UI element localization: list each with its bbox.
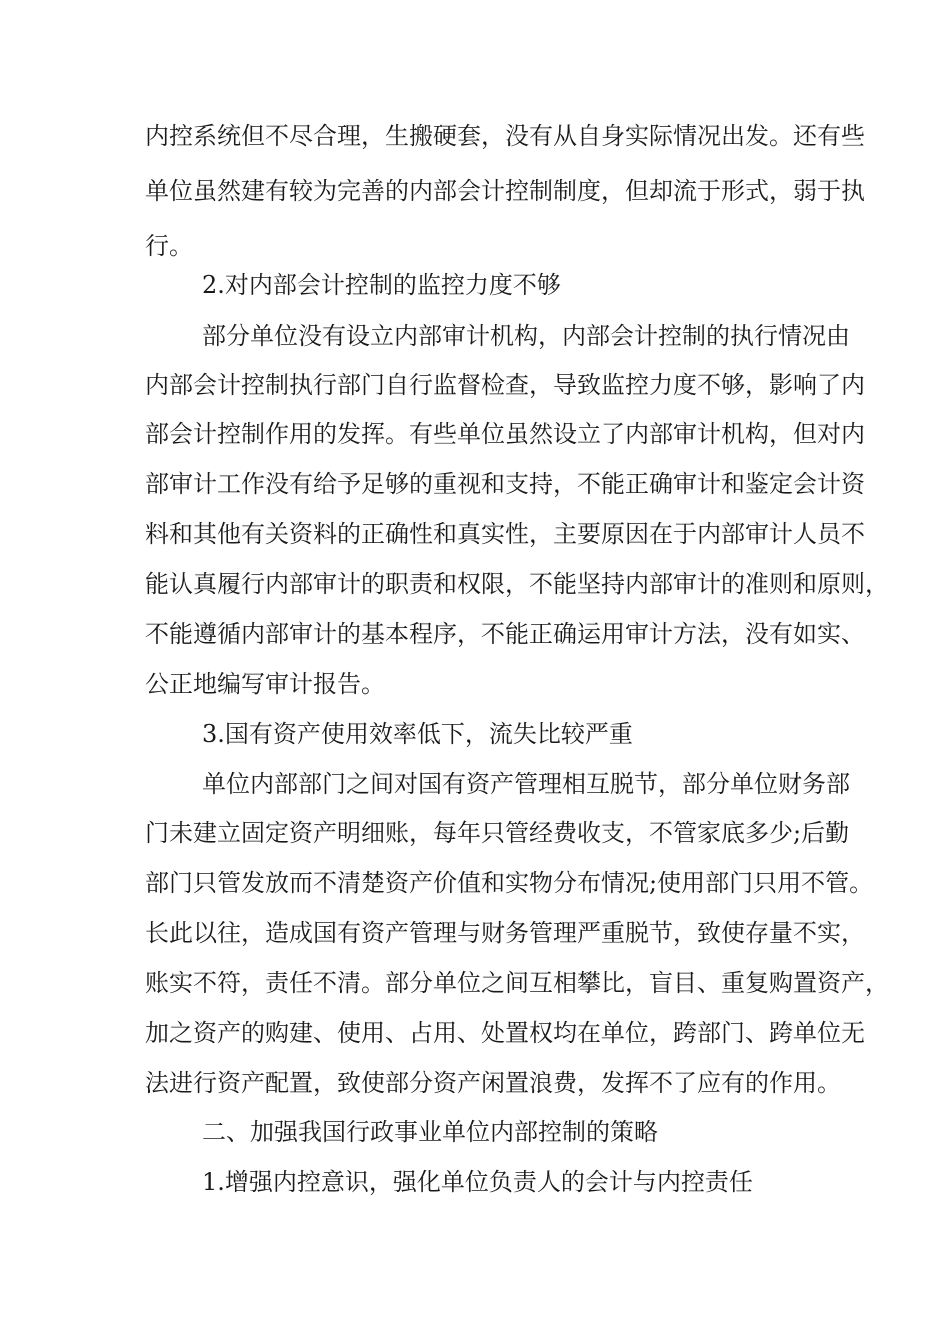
paragraph-line: 不能遵循内部审计的基本程序，不能正确运用审计方法，没有如实、 — [145, 620, 865, 648]
section-heading: 1.增强内控意识，强化单位负责人的会计与内控责任 — [202, 1168, 753, 1196]
paragraph-line: 单位内部部门之间对国有资产管理相互脱节，部分单位财务部 — [202, 770, 850, 798]
paragraph-line: 料和其他有关资料的正确性和真实性，主要原因在于内部审计人员不 — [145, 520, 865, 548]
section-heading: 3.国有资产使用效率低下，流失比较严重 — [202, 720, 633, 748]
paragraph-line: 公正地编写审计报告。 — [145, 670, 385, 698]
paragraph-line: 账实不符，责任不清。部分单位之间互相攀比，盲目、重复购置资产， — [145, 969, 889, 997]
paragraph-line: 部审计工作没有给予足够的重视和支持，不能正确审计和鉴定会计资 — [145, 470, 865, 498]
paragraph-line: 部分单位没有设立内部审计机构，内部会计控制的执行情况由 — [202, 322, 850, 350]
paragraph-line: 单位虽然建有较为完善的内部会计控制制度，但却流于形式，弱于执 — [145, 177, 865, 205]
section-heading: 2.对内部会计控制的监控力度不够 — [202, 271, 561, 299]
paragraph-line: 部门只管发放而不清楚资产价值和实物分布情况;使用部门只用不管。 — [145, 869, 874, 897]
paragraph-line: 能认真履行内部审计的职责和权限，不能坚持内部审计的准则和原则， — [145, 570, 889, 598]
paragraph-line: 法进行资产配置，致使部分资产闲置浪费，发挥不了应有的作用。 — [145, 1069, 841, 1097]
paragraph-line: 门未建立固定资产明细账，每年只管经费收支，不管家底多少;后勤 — [145, 819, 850, 847]
section-heading: 二、加强我国行政事业单位内部控制的策略 — [202, 1118, 658, 1146]
paragraph-line: 内部会计控制执行部门自行监督检查，导致监控力度不够，影响了内 — [145, 371, 865, 399]
paragraph-line: 内控系统但不尽合理，生搬硬套，没有从自身实际情况出发。还有些 — [145, 122, 865, 150]
paragraph-line: 长此以往，造成国有资产管理与财务管理严重脱节，致使存量不实， — [145, 919, 865, 947]
paragraph-line: 行。 — [145, 232, 193, 260]
paragraph-line: 加之资产的购建、使用、占用、处置权均在单位，跨部门、跨单位无 — [145, 1019, 865, 1047]
paragraph-line: 部会计控制作用的发挥。有些单位虽然设立了内部审计机构，但对内 — [145, 420, 865, 448]
